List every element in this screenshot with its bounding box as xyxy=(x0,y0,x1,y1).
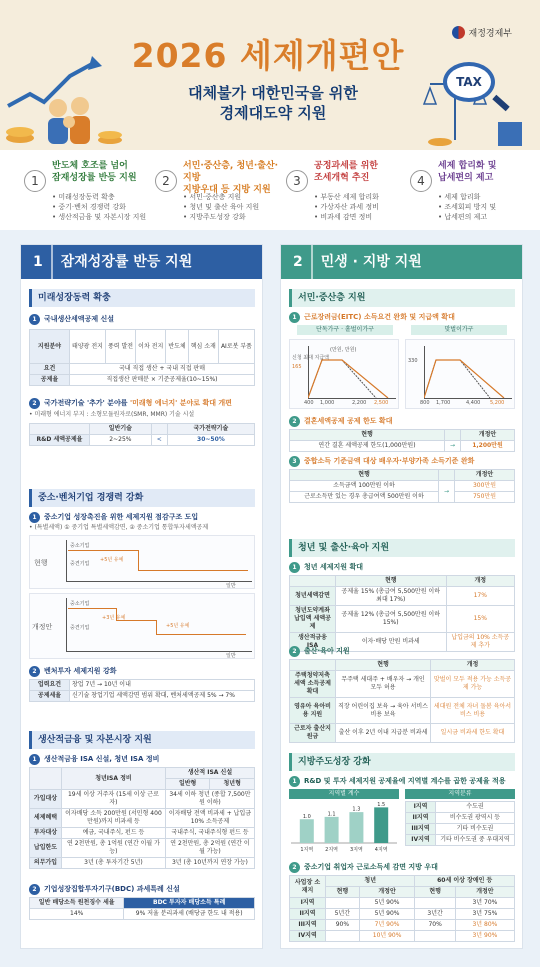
page-title: 2026 세제개편안 xyxy=(131,36,405,75)
strategy-items: • 미래성장동력 확충 • 중기·벤처 경쟁력 강화 • 생산적금융 및 자본시장 지원 xyxy=(52,192,146,222)
future-growth-section xyxy=(29,289,255,443)
production-credit-table: 지원분야 태양광 전지 풍력 발전 이차 전지 반도체 핵심 소재 AI로봇 부품 요건 국내 직접 생산 + 국내 직접 판매 공제율 직접생산 판매분 × 기준공제율(10~15%) xyxy=(29,329,255,386)
growth-family-illustration xyxy=(0,46,130,150)
region-coefficient-chart xyxy=(289,801,399,855)
section-title: 서민·중산층 지원 xyxy=(289,289,515,307)
proposed-step-chart: 개정안 중소기업 중견기업 +3년 유예 +5년 유예 일반 xyxy=(29,593,255,659)
coefficient-bar xyxy=(300,819,314,843)
isa-table: 청년ISA 정비 생산적 ISA 신설 일반형 청년형 가입대상 19세 이상 거주자 (15세 이상 근로자) 34세 이하 청년 (종합 7,500만원 이하) 세제혜택 이자배당 소득 200만원 (서민형 400만원)까지 비과세 등 이자배당 전액 비과세 + 납입금 10% 소득공제 투자대상 예금, 국내주식, 펀드 등 국내주식, 국내주식형 펀드 등 납입한도 연 2천만원, 총 1억원 (연간 이월 가능) 연 2천만원, 총 2억원 (연간 이월 가능) 의무가입 3년 (총 투자기간 5년) 3년 (총 10년까지 연장 가능) xyxy=(29,767,255,869)
current-step-chart: 현행 중소기업 중견기업 +5년 유예 일반 xyxy=(29,535,255,589)
coefficient-value-label: 1.3 xyxy=(352,806,361,813)
strategy-2 xyxy=(155,160,283,224)
strategy-title: 반도체 호조를 넘어 잠재성장률 반등 지원 xyxy=(52,161,137,183)
strategy-title: 서민·중산층, 청년·출산·지방 지방우대 등 지방 지원 xyxy=(183,161,279,195)
coefficient-category-label: 3지역 xyxy=(349,847,363,853)
page-subtitle-line1: 대체불가 대한민국을 위한 xyxy=(188,84,358,102)
subsection-title: 2 국가전략기술 '추가' 분야를 '미래형 에너지' 분야로 확대 개편 xyxy=(29,397,255,409)
strategy-4 xyxy=(410,160,538,224)
region-class-table: I지역 수도권 II지역 비수도권 광역시 등 III지역 기타 비수도권 IV지역 기타 비수도권 중 우대지역 xyxy=(405,801,515,846)
section-title: 청년 및 출산·육아 지원 xyxy=(289,539,515,557)
middle-class-section xyxy=(289,289,515,500)
subsection-title: 2 중소기업 취업자 근로소득세 감면 지방 우대 xyxy=(289,861,515,873)
coefficient-category-label: 2지역 xyxy=(325,847,339,853)
subsection-title: 1 생산적금융 ISA 신설, 청년 ISA 정비 xyxy=(29,753,255,765)
strategy-items: • 부동산 세제 합리화 • 가상자산 과세 정비 • 비과세 감면 정비 xyxy=(314,192,379,222)
subsection-title: 2 출산·육아 지원 xyxy=(289,645,515,657)
strategy-3 xyxy=(286,160,414,224)
subsection-title: 2 벤처투자 세제지원 강화 xyxy=(29,665,255,677)
header-banner xyxy=(0,0,540,150)
column-header: 1 잠재성장률 반등 지원 xyxy=(21,245,262,279)
section-title: 생산적금융 및 자본시장 지원 xyxy=(29,731,255,749)
marriage-credit-table: 현행 개정안 연간 결혼 세액공제 한도(1,000만원) → 1,200만원 xyxy=(289,429,515,452)
column-header: 2 민생 · 지방 지원 xyxy=(281,245,522,279)
subsection-title: 2 기업성장집합투자기구(BDC) 과세특례 신설 xyxy=(29,883,255,895)
section-title: 중소·벤처기업 경쟁력 강화 xyxy=(29,489,255,507)
note-text: • (특별세액) ① 중기업 특별세액감면, ② 중소기업 통합투자세액공제 xyxy=(29,524,209,531)
section-title: 미래성장동력 확충 xyxy=(29,289,255,307)
subsection-title: 2 결혼세액공제 공제 한도 확대 xyxy=(289,415,515,427)
eitc-dual-chart: 330 800 1,700 4,400 5,200 xyxy=(405,339,515,409)
ministry-emblem-icon xyxy=(452,26,465,39)
page-subtitle-line2: 경제대도약 지원 xyxy=(219,104,327,122)
productive-finance-section xyxy=(29,731,255,917)
strategy-number: 4 xyxy=(410,170,432,192)
coefficient-bar xyxy=(349,812,363,843)
regional-tax-table: 사업장 소재지 청년 60세 이상 장애인 등 현행 개정안 현행 개정안 I지역 5년 90% 3년 70% II지역 5년간 5년 90% 3년간 3년 75% III지역 90% 7년 90% 70% 3년 80% IV지역 10년 90% 3년 90% xyxy=(289,875,515,942)
subsection-title: 1 R&D 및 투자 세제지원 공제율에 지역별 계수를 곱한 공제율 적용 xyxy=(289,775,515,787)
coefficient-category-label: 4지역 xyxy=(374,847,388,853)
subsection-title: 3 중합소득 기준금액 대상 배우자·부양가족 소득기준 완화 xyxy=(289,455,515,467)
coefficient-bar xyxy=(374,807,388,843)
tab-single-household: 단독가구 · 홑벌이가구 xyxy=(297,325,393,335)
strategy-number: 2 xyxy=(155,170,177,192)
strategy-number: 1 xyxy=(24,170,46,192)
coefficient-value-label: 1.5 xyxy=(377,801,386,808)
venture-support-table: 업력요건 창업 7년 → 10년 이내 공제세율 신기술 창업기업 세액감면 범위 확대, 벤처세액공제 5% → 7% xyxy=(29,679,255,702)
subsection-title: 1 중소기업 성장촉진을 위한 세제지원 점감구조 도입 xyxy=(29,511,255,523)
strategy-items: • 세제 합리화 • 조세회피 방지 및 • 납세편의 제고 xyxy=(438,192,496,222)
dependent-income-table: 현행 개정안 소득금액 100만원 이하 → 300만원 근로소득만 있는 경우 총급여액 500만원 이하 750만원 xyxy=(289,469,515,503)
youth-parenting-section xyxy=(289,539,515,740)
regional-growth-section xyxy=(289,753,515,939)
section-title: 지방주도성장 강화 xyxy=(289,753,515,771)
subsection-title: 1 근로장려금(EITC) 소득요건 완화 및 지급액 확대 xyxy=(289,311,515,323)
strategy-overview xyxy=(0,150,540,230)
tax-magnifier-icon: TAX xyxy=(443,62,495,102)
region-class-header: 지역분류 xyxy=(405,789,515,799)
eitc-single-chart: (만원, 만원) 신청 최대 지급액 165 400 1,000 2,200 2,500 xyxy=(289,339,399,409)
coefficient-value-label: 1.1 xyxy=(327,811,336,818)
section-livelihood-region xyxy=(280,244,523,949)
section-potential-growth xyxy=(20,244,263,949)
strategy-title: 세제 합리화 및 납세편의 제고 xyxy=(438,161,497,183)
subsection-title: 1 국내생산세액공제 신설 xyxy=(29,313,255,325)
region-coefficient-header: 지역별 계수 xyxy=(289,789,399,799)
ministry-logo xyxy=(452,26,512,39)
tab-dual-income: 맞벌이가구 xyxy=(411,325,507,335)
ministry-name: 재정경제부 xyxy=(468,29,512,39)
youth-support-table: 현행 개정 청년세액감면 공제율 15% (총급여 5,500만원 이하 최대 17%) 17% 청년도약계좌 납입액 세액공제 공제율 12% (총급여 5,500만원 이하 15%) 15% 생산적금융 ISA 이자·배당 만원 비과세 납입금의 10% 소득공제 추가 xyxy=(289,575,515,652)
strategy-items: • 서민·중산층 지원 • 청년 및 출산 육아 지원 • 지방주도성장 강화 xyxy=(183,192,259,222)
strategy-1 xyxy=(24,160,152,224)
coefficient-category-label: 1지역 xyxy=(300,847,314,853)
strategy-number: 3 xyxy=(286,170,308,192)
strategy-title: 공정과세를 위한 조세개혁 추진 xyxy=(314,161,378,183)
parenting-support-table: 현행 개정 주택청약저축 세액 소득공제 확대 무주택 세대주 + 배우자 → 개인 모두 허용 맞벌이 모두 적용 가능 소득공제 가능 영유아 육아비용 지원 직장 어린이집 보육 → 육아 서비스 비용 보육 세대원 전체 자녀 돌봄 육아서비스 비용 근로자 출산지원금 출산 이후 2년 이내 지급분 비과세 일시금 비과세 한도 확대 xyxy=(289,659,515,743)
bdc-table: 일반 배당소득 원천징수 세율 BDC 투자자 배당소득 특례 14% 9% 저율 분리과세 (배당금 한도 내 적용) xyxy=(29,897,255,920)
sme-venture-section xyxy=(29,489,255,699)
note-text: • 미래형 에너지 부지 : 소형모듈원자로(SMR, MMR) 기술 시설 xyxy=(29,411,195,418)
coefficient-value-label: 1.0 xyxy=(302,813,311,820)
rd-credit-table: 일반기술 국가전략기술 R&D 세액공제율 2~25% < 30~50% xyxy=(29,423,255,446)
subsection-title: 1 청년 세제지원 확대 xyxy=(289,561,515,573)
coefficient-bar xyxy=(325,817,339,843)
